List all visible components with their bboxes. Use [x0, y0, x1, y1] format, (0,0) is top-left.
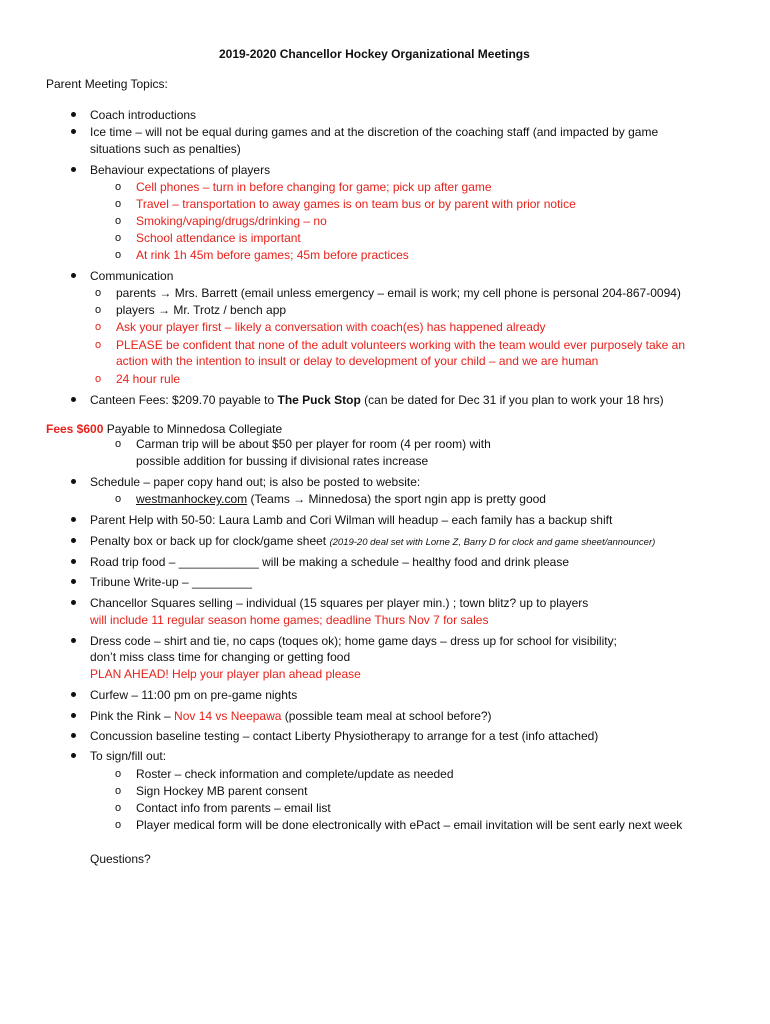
- fees-amount: Fees $600: [46, 422, 104, 436]
- behaviour-school: School attendance is important: [136, 231, 301, 245]
- item-ice-time: Ice time – will not be equal during games and at the discretion of the coaching staff (and impacted by game: [90, 125, 659, 139]
- item-pink-the-rink: [90, 708, 492, 724]
- pink-note: (possible team meal at school before?): [281, 709, 492, 723]
- canteen-note: (can be dated for Dec 31 if you plan to work your 18 hrs): [360, 393, 664, 407]
- carman-trip-cont: possible addition for bussing if divisional rates increase: [136, 454, 429, 468]
- sub-bullet-icon: o: [115, 249, 122, 261]
- sub-bullet-icon: o: [95, 339, 102, 351]
- item-sign-fill-out: To sign/fill out:: [90, 749, 167, 763]
- behaviour-at-rink: At rink 1h 45m before games; 45m before practices: [136, 248, 409, 262]
- item-coach: Coach introductions: [90, 108, 197, 122]
- bullet-icon: [71, 167, 76, 172]
- item-squares-cont: will include 11 regular season home games; deadline Thurs Nov 7 for sales: [90, 613, 489, 627]
- item-schedule: Schedule – paper copy hand out; is also be posted to website:: [90, 475, 421, 489]
- comm-confident: PLEASE be confident that none of the adult volunteers working with the team would ever purposely take an: [116, 338, 686, 352]
- sub-bullet-icon: o: [115, 438, 122, 450]
- item-dress-code: Dress code – shirt and tie, no caps (toques ok); home game days – dress up for school for visibility;: [90, 634, 617, 648]
- bullet-icon: [71, 129, 76, 134]
- sub-bullet-icon: o: [95, 304, 102, 316]
- behaviour-travel: Travel – transportation to away games is on team bus or by parent with prior notice: [136, 197, 576, 211]
- document-title: 2019-2020 Chancellor Hockey Organizational Meetings: [219, 47, 530, 61]
- sub-bullet-icon: o: [115, 768, 122, 780]
- comm-confident-cont: action with the intention to insult or delay to development of your child – and we are human: [116, 354, 599, 368]
- penalty-text: Penalty box or back up for clock/game sheet: [90, 534, 330, 548]
- questions: Questions?: [90, 852, 151, 866]
- item-curfew: Curfew – 11:00 pm on pre-game nights: [90, 688, 298, 702]
- item-squares: Chancellor Squares selling – individual (15 squares per player min.) ; town blitz? up to players: [90, 596, 589, 610]
- item-communication: Communication: [90, 269, 174, 283]
- item-parent-help: Parent Help with 50-50: Laura Lamb and Cori Wilman will headup – each family has a backup shift: [90, 513, 613, 527]
- bullet-icon: [71, 692, 76, 697]
- sign-hockey-mb: Sign Hockey MB parent consent: [136, 784, 308, 798]
- bullet-icon: [71, 713, 76, 718]
- penalty-note: (2019-20 deal set with Lorne Z, Barry D for clock and game sheet/announcer): [329, 537, 656, 548]
- bullet-icon: [71, 517, 76, 522]
- pink-game: Nov 14 vs Neepawa: [174, 709, 282, 723]
- canteen-text: Canteen Fees: $209.70 payable to: [90, 393, 278, 407]
- item-penalty-box: [90, 533, 655, 551]
- schedule-website-note: (Teams → Minnedosa) the sport ngin app is pretty good: [247, 492, 546, 506]
- bullet-icon: [71, 397, 76, 402]
- sign-contact-info: Contact info from parents – email list: [136, 801, 331, 815]
- item-tribune: Tribune Write-up – _________: [90, 575, 253, 589]
- bullet-icon: [71, 579, 76, 584]
- sub-bullet-icon: o: [115, 802, 122, 814]
- bullet-icon: [71, 733, 76, 738]
- bullet-icon: [71, 638, 76, 643]
- bullet-icon: [71, 479, 76, 484]
- sub-bullet-icon: o: [115, 785, 122, 797]
- pink-text: Pink the Rink –: [90, 709, 175, 723]
- sub-bullet-icon: o: [115, 215, 122, 227]
- item-behaviour: Behaviour expectations of players: [90, 163, 271, 177]
- behaviour-smoking: Smoking/vaping/drugs/drinking – no: [136, 214, 327, 228]
- comm-parents: parents → Mrs. Barrett (email unless emergency – email is work; my cell phone is personal 204-867-0094): [116, 286, 681, 300]
- sign-roster: Roster – check information and complete/update as needed: [136, 767, 454, 781]
- sub-bullet-icon: o: [115, 819, 122, 831]
- comm-24-hour: 24 hour rule: [116, 372, 181, 386]
- schedule-website: [136, 491, 546, 507]
- item-concussion: Concussion baseline testing – contact Liberty Physiotherapy to arrange for a test (info attached): [90, 729, 599, 743]
- bullet-icon: [71, 753, 76, 758]
- sub-bullet-icon: o: [115, 181, 122, 193]
- item-ice-time-cont: situations such as penalties): [90, 142, 241, 156]
- behaviour-cell-phones: Cell phones – turn in before changing for game; pick up after game: [136, 180, 492, 194]
- bullet-icon: [71, 559, 76, 564]
- sub-bullet-icon: o: [115, 493, 122, 505]
- bullet-icon: [71, 538, 76, 543]
- sub-bullet-icon: o: [115, 198, 122, 210]
- item-road-trip: Road trip food – ____________ will be making a schedule – healthy food and drink please: [90, 555, 570, 569]
- sign-medical-form: Player medical form will be done electronically with ePact – email invitation will be sent early next week: [136, 818, 683, 832]
- fees-payable: Payable to Minnedosa Collegiate: [103, 422, 283, 436]
- sub-bullet-icon: o: [115, 232, 122, 244]
- sub-bullet-icon: o: [95, 287, 102, 299]
- fees-heading: [46, 421, 282, 437]
- sub-bullet-icon: o: [95, 373, 102, 385]
- section-heading: Parent Meeting Topics:: [46, 77, 168, 91]
- westmanhockey-link[interactable]: westmanhockey.com: [136, 492, 248, 506]
- item-dress-code-cont: don’t miss class time for changing or getting food: [90, 650, 351, 664]
- bullet-icon: [71, 273, 76, 278]
- item-canteen-fees: [90, 392, 664, 408]
- sub-bullet-icon: o: [95, 321, 102, 333]
- canteen-payee: The Puck Stop: [277, 393, 361, 407]
- bullet-icon: [71, 600, 76, 605]
- item-plan-ahead: PLAN AHEAD! Help your player plan ahead please: [90, 667, 361, 681]
- comm-players: players → Mr. Trotz / bench app: [116, 303, 287, 317]
- bullet-icon: [71, 112, 76, 117]
- carman-trip: Carman trip will be about $50 per player for room (4 per room) with: [136, 437, 491, 451]
- comm-ask-player: Ask your player first – likely a conversation with coach(es) has happened already: [116, 320, 546, 334]
